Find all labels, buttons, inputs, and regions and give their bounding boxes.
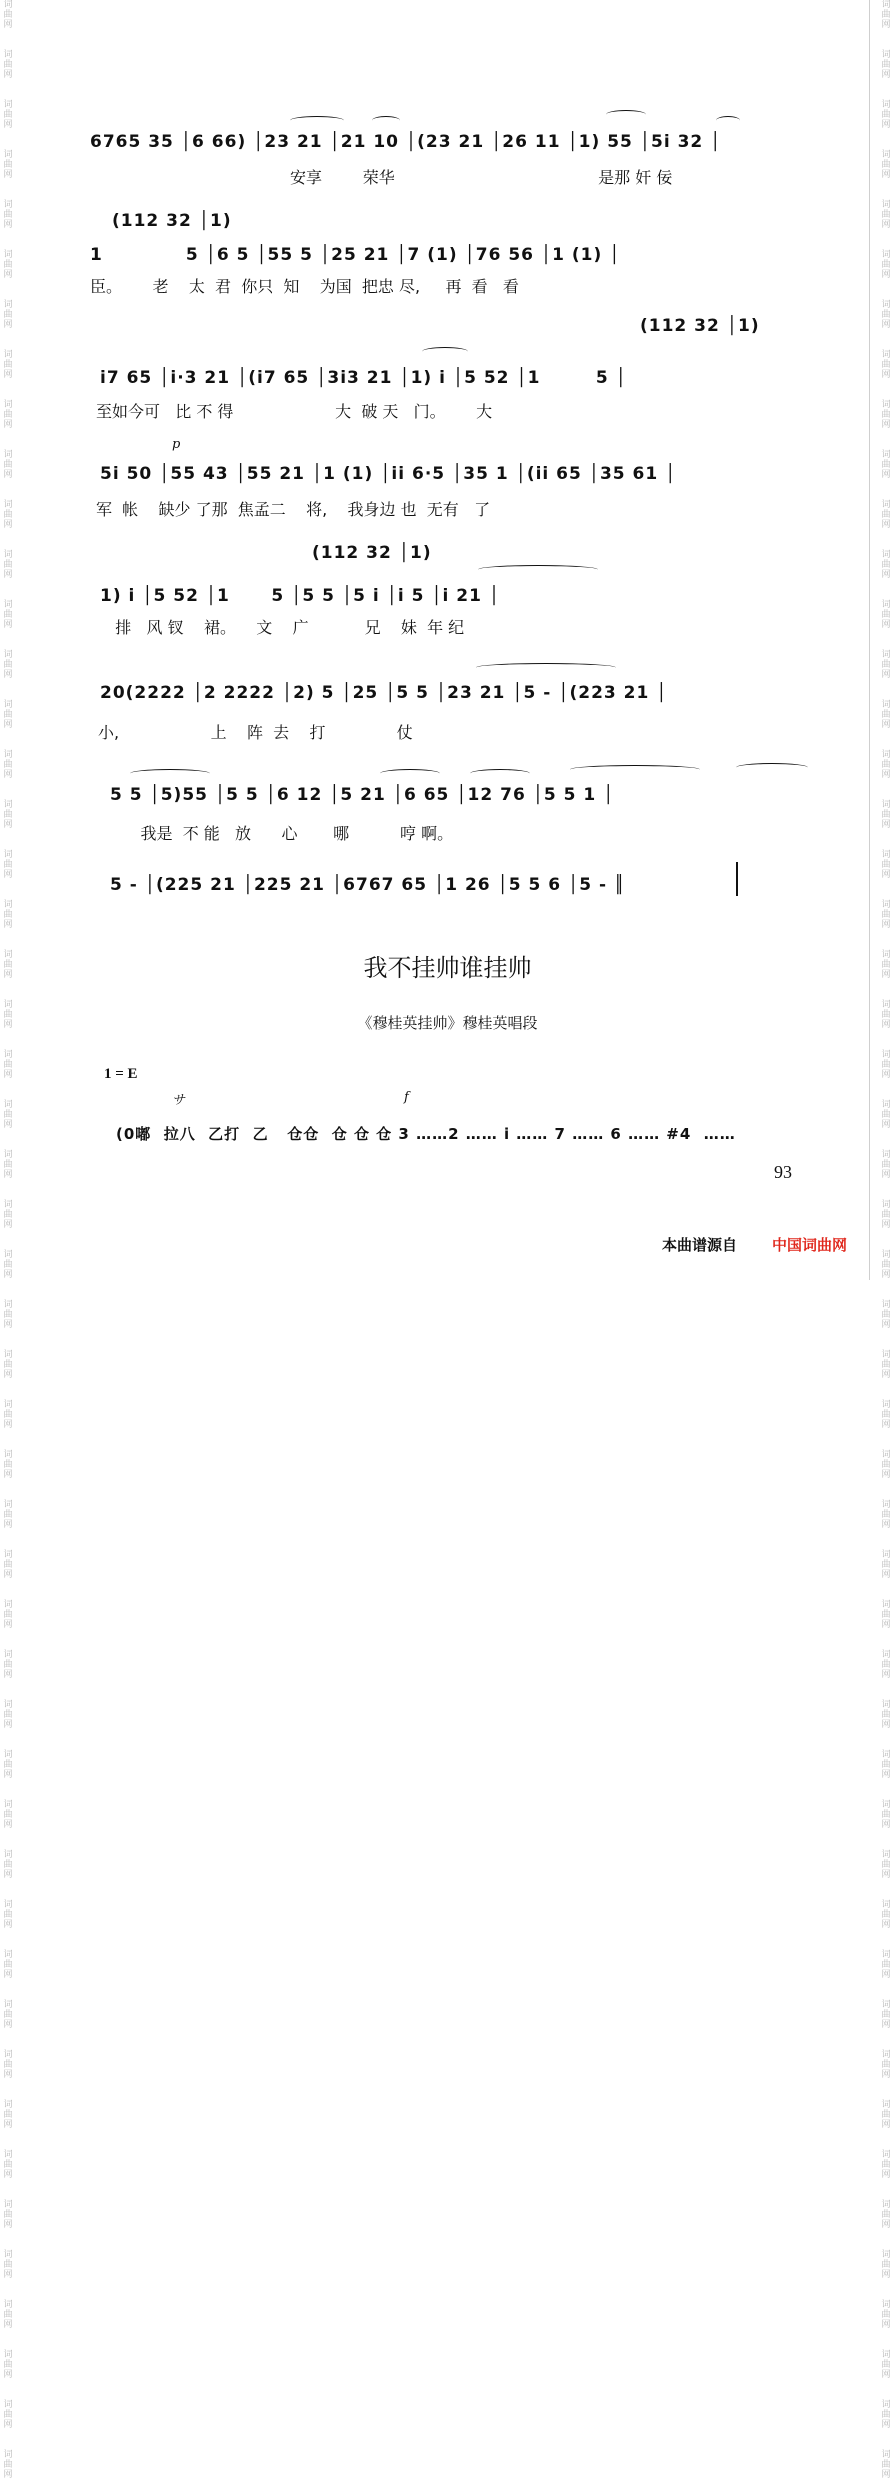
key-signature: 1 = E <box>104 1066 138 1082</box>
page-number: 93 <box>774 1162 792 1182</box>
lyric-row-3: 臣。 老 太 君 你只 知 为国 把忠 尽, 再 看 看 <box>90 277 519 296</box>
slur <box>478 565 598 574</box>
notation-row-1: 6765 35 │6 66) │23 21 │21 10 │(23 21 │26 11 │1) 55 │5i 32 │ <box>90 132 722 152</box>
slur <box>290 116 344 125</box>
notation-row-9: 20(2222 │2 2222 │2) 5 │25 │5 5 │23 21 │5 - │(223 21 │ <box>100 683 668 703</box>
slur <box>422 347 468 356</box>
slur <box>736 763 808 772</box>
slur <box>570 765 700 774</box>
song-subtitle: 《穆桂英挂帅》穆桂英唱段 <box>357 1014 538 1032</box>
dynamic-mark-f: f <box>404 1090 409 1105</box>
final-barline <box>736 862 738 896</box>
slur <box>372 116 400 125</box>
intro-notation: (0嘟 拉八 乙打 乙 仓仓 仓 仓 仓 3 ……2 …… i …… 7 …… 6 …… #4 …… <box>116 1125 736 1143</box>
notation-row-3: 1 5 │6 5 │55 5 │25 21 │7 (1) │76 56 │1 (1) │ <box>90 245 621 265</box>
page-edge-line <box>869 0 870 1280</box>
song-title: 我不挂帅谁挂帅 <box>363 954 532 982</box>
slur <box>716 116 740 125</box>
notation-row-5: i7 65 │i·3 21 │(i7 65 │3i3 21 │1) i │5 52 │1 5 │ <box>100 368 627 388</box>
slur <box>130 769 210 778</box>
source-label: 本曲谱源自 <box>662 1236 738 1254</box>
notation-row-4: (112 32 │1) <box>640 316 760 336</box>
watermark-right: 词 曲 网 词 曲 网 词 曲 网 词 曲 网 词 曲 网 词 曲 网 词 曲 网 词 曲 网 词 曲 网 词 曲 网 词 曲 网 词 曲 网 词 曲 网 词 曲 网 词 曲 网 词 曲 网 词 曲 网 词 曲 网 词 曲 网 词 曲 网 词 曲 网 词 曲 网 词 曲 网 词 曲 网 词 曲 网 词 曲 网 词 曲 网 词 曲 网 词 曲 网 词 曲 网 词 曲 网 词 曲 网 词 曲 网 词 曲 网 词 曲 网 词 曲 网 词 曲 网 词 曲 网 词 曲 网 词 曲 网 词 曲 网 词 曲 网 词 曲 网 词 曲 网 词 曲 网 词 曲 网 词 曲 网 词 曲 网 词 曲 网 词 曲 网 <box>881 0 891 2480</box>
notation-row-10: 5 5 │5)55 │5 5 │6 12 │5 21 │6 65 │12 76 │5 5 1 │ <box>110 785 615 805</box>
slur <box>470 769 530 778</box>
slur <box>476 663 616 672</box>
lyric-row-8: 排 风 钗 裙。 文 广 兄 妹 年 纪 <box>100 618 465 637</box>
notation-row-11: 5 - │(225 21 │225 21 │6767 65 │1 26 │5 5 6 │5 - ║ <box>110 875 626 895</box>
notation-row-6: 5i 50 │55 43 │55 21 │1 (1) │ii 6·5 │35 1 │(ii 65 │35 61 │ <box>100 464 677 484</box>
slur <box>380 769 440 778</box>
lyric-row-9: 小, 上 阵 去 打 仗 <box>98 723 413 742</box>
lyric-row-10: 我是 不 能 放 心 哪 哼 啊。 <box>110 824 454 843</box>
slur <box>606 110 646 119</box>
source-site-link[interactable]: 中国词曲网 <box>772 1236 848 1254</box>
tempo-mark: サ <box>172 1093 186 1108</box>
dynamic-mark-p: p <box>172 437 181 452</box>
lyric-row-6: 军 帐 缺少 了那 焦孟二 将, 我身边 也 无有 了 <box>96 500 491 519</box>
notation-row-7: (112 32 │1) <box>312 543 432 563</box>
lyric-row-5: 至如今可 比 不 得 大 破 天 门。 大 <box>96 402 493 421</box>
notation-row-8: 1) i │5 52 │1 5 │5 5 │5 i │i 5 │i 21 │ <box>100 586 501 606</box>
lyric-row-1: 安享 荣华 是那 奸 佞 <box>290 168 673 187</box>
notation-row-2: (112 32 │1) <box>112 211 232 231</box>
watermark-left: 词 曲 网 词 曲 网 词 曲 网 词 曲 网 词 曲 网 词 曲 网 词 曲 网 词 曲 网 词 曲 网 词 曲 网 词 曲 网 词 曲 网 词 曲 网 词 曲 网 词 曲 网 词 曲 网 词 曲 网 词 曲 网 词 曲 网 词 曲 网 词 曲 网 词 曲 网 词 曲 网 词 曲 网 词 曲 网 词 曲 网 词 曲 网 词 曲 网 词 曲 网 词 曲 网 词 曲 网 词 曲 网 词 曲 网 词 曲 网 词 曲 网 词 曲 网 词 曲 网 词 曲 网 词 曲 网 词 曲 网 词 曲 网 词 曲 网 词 曲 网 词 曲 网 词 曲 网 词 曲 网 词 曲 网 词 曲 网 词 曲 网 词 曲 网 <box>3 0 13 2480</box>
